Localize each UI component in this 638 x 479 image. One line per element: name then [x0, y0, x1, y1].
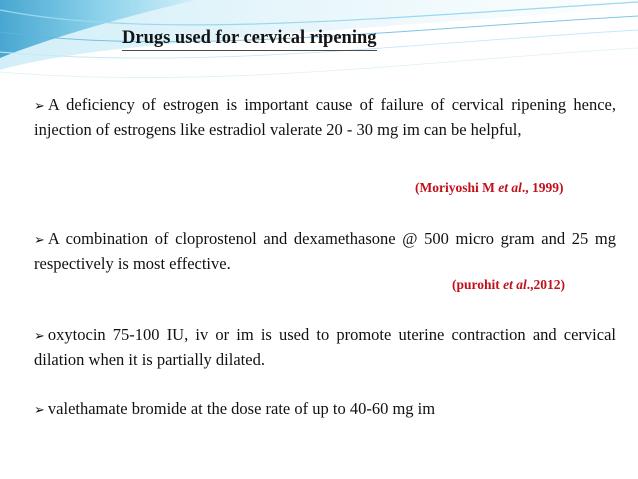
bullet-text: A combination of cloprostenol and dexamethasone @ 500 micro gram and 25 mg respectively is most effective. [34, 229, 616, 273]
bullet-estrogen [34, 93, 616, 141]
citation-moriyoshi: (Moriyoshi M et al., 1999) [415, 180, 564, 195]
right-arrow-icon: ➢ [34, 329, 45, 344]
right-arrow-icon: ➢ [34, 403, 45, 418]
bullet-oxytocin [34, 323, 616, 371]
right-arrow-icon: ➢ [34, 99, 45, 114]
citation-purohit: (purohit et al.,2012) [452, 277, 566, 292]
right-arrow-icon: ➢ [34, 233, 45, 248]
slide-title: Drugs used for cervical ripening [122, 28, 377, 51]
bullet-text: oxytocin 75-100 IU, iv or im is used to promote uterine contraction and cervical dilation when it is partially dilated. [34, 325, 616, 369]
bullet-text: valethamate bromide at the dose rate of up to 40-60 mg im [47, 399, 436, 418]
bullet-text: A deficiency of estrogen is important cause of failure of cervical ripening hence, injection of estrogens like estradiol valerate 20 - 30 mg im can be helpful, [34, 95, 616, 139]
bullet-cloprostenol [34, 227, 616, 275]
bullet-valethamate [34, 397, 616, 422]
